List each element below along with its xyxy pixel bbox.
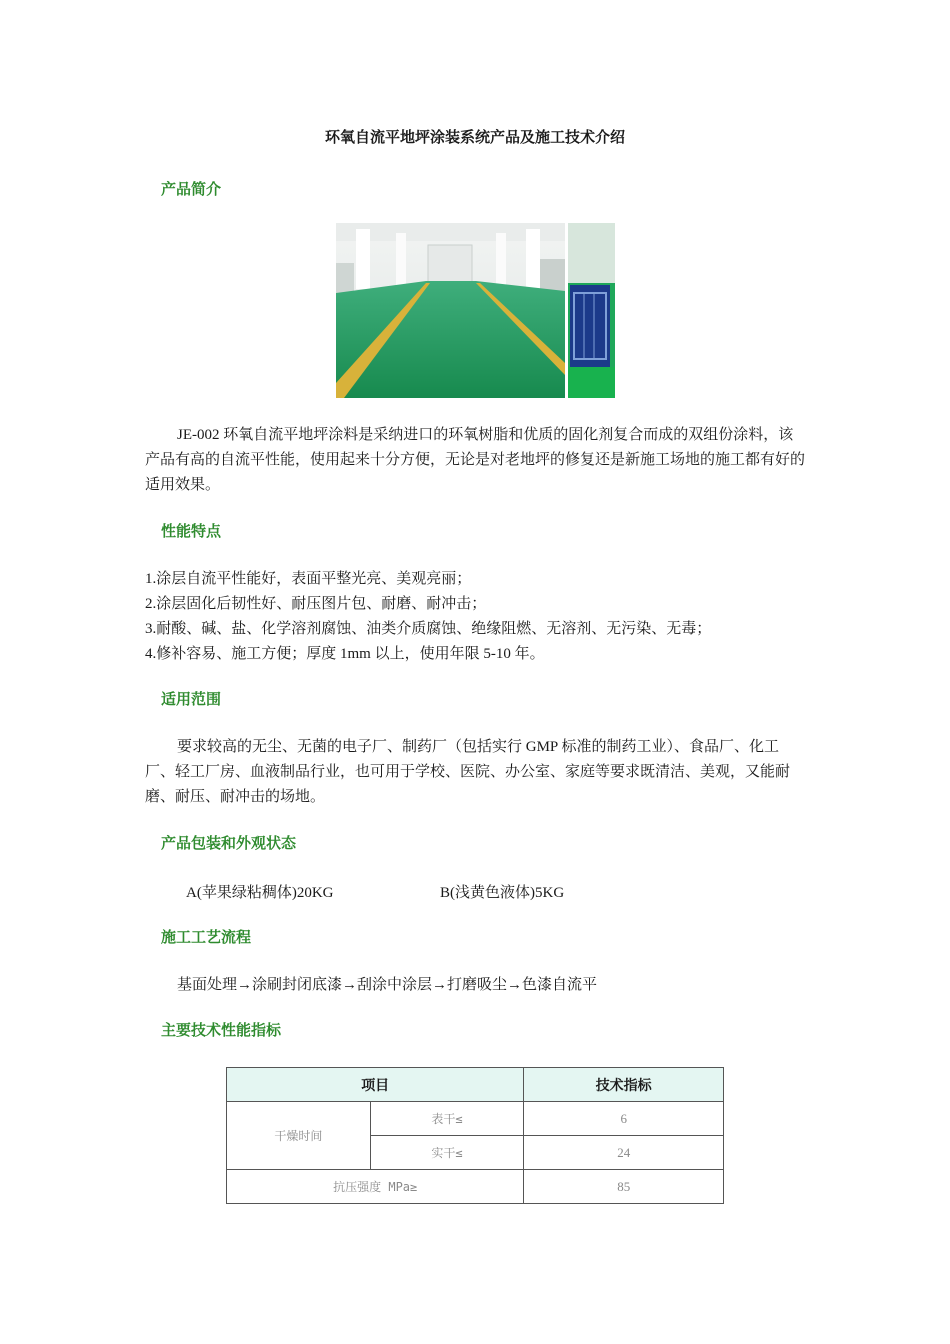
heading-specs: 主要技术性能指标 bbox=[161, 1021, 282, 1039]
package-a: A(苹果绿粘稠体)20KG bbox=[186, 885, 334, 901]
features-list bbox=[145, 567, 805, 667]
intro-paragraph: JE-002 环氧自流平地坪涂料是采纳进口的环氧树脂和优质的固化剂复合而成的双组份涂料，该产品有高的自流平性能，使用起来十分方便，无论是对老地坪的修复还是新施工场地的施工都有好的适用效果。 bbox=[145, 427, 806, 493]
floor-photo-illustration bbox=[336, 223, 615, 398]
feature-item: 1.涂层自流平性能好，表面平整光亮、美观亮丽； bbox=[145, 571, 472, 587]
package-b: B(浅黄色液体)5KG bbox=[440, 885, 565, 901]
floor-photo bbox=[336, 223, 615, 398]
feature-item: 3.耐酸、碱、盐、化学溶剂腐蚀、油类介质腐蚀、绝缘阻燃、无溶剂、无污染、无毒； bbox=[145, 621, 712, 637]
feature-item: 2.涂层固化后韧性好、耐压图片包、耐磨、耐冲击； bbox=[145, 596, 487, 612]
heading-features: 性能特点 bbox=[161, 522, 222, 540]
heading-scope: 适用范围 bbox=[161, 690, 222, 708]
heading-packaging: 产品包装和外观状态 bbox=[161, 834, 297, 852]
table-header-row bbox=[227, 1068, 724, 1102]
feature-item: 4.修补容易、施工方便；厚度 1mm 以上，使用年限 5-10 年。 bbox=[145, 646, 545, 662]
scope-paragraph: 要求较高的无尘、无菌的电子厂、制药厂（包括实行 GMP 标准的制药工业）、食品厂、化工厂、轻工厂房、血液制品行业，也可用于学校、医院、办公室、家庭等要求既清洁、美观，又能耐磨、耐压、耐冲击的场地。 bbox=[145, 739, 791, 805]
table-row bbox=[227, 1102, 724, 1136]
surface-dry-value: 6 bbox=[524, 1102, 724, 1136]
hard-dry-label: 实干≤ bbox=[370, 1136, 524, 1170]
drying-time-label: 干燥时间 bbox=[227, 1102, 371, 1170]
header-item: 项目 bbox=[227, 1068, 524, 1102]
spec-table bbox=[226, 1067, 724, 1204]
document-title: 环氧自流平地坪涂装系统产品及施工技术介绍 bbox=[324, 130, 625, 146]
hard-dry-value: 24 bbox=[524, 1136, 724, 1170]
table-row bbox=[227, 1170, 724, 1204]
heading-intro: 产品简介 bbox=[161, 180, 222, 198]
surface-dry-label: 表干≤ bbox=[370, 1102, 524, 1136]
compressive-strength-value: 85 bbox=[524, 1170, 724, 1204]
header-value: 技术指标 bbox=[524, 1068, 724, 1102]
compressive-strength-label: 抗压强度 MPa≥ bbox=[227, 1170, 524, 1204]
heading-process: 施工工艺流程 bbox=[161, 928, 252, 946]
process-flow: 基面处理→涂刷封闭底漆→刮涂中涂层→打磨吸尘→色漆自流平 bbox=[177, 977, 598, 993]
